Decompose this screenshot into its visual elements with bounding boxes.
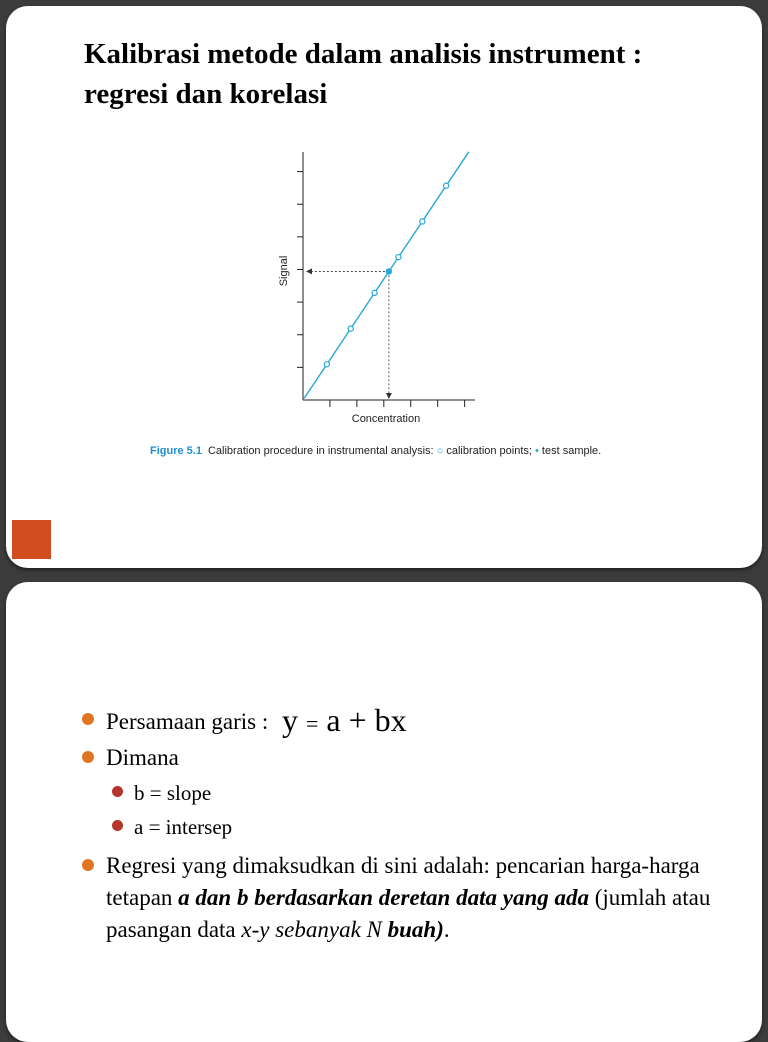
bullet-text: (jumlah atau pasangan data xyxy=(106,885,711,942)
accent-square xyxy=(12,520,51,559)
bullet-dimana xyxy=(82,742,732,774)
sub-bullet-text: b = slope xyxy=(134,781,212,805)
sub-bullet-intersep xyxy=(112,810,732,844)
calibration-point xyxy=(348,326,353,331)
bullet-dot-icon xyxy=(82,751,94,763)
calibration-point xyxy=(444,183,449,188)
calibration-point xyxy=(372,290,377,295)
bullet-regresi xyxy=(82,850,732,946)
eq-y: y xyxy=(281,702,298,738)
calibration-figure xyxy=(6,6,762,476)
arrow-left-icon xyxy=(306,268,312,274)
bullet-emphasis: buah) xyxy=(387,917,444,942)
bullet-text: Regresi yang dimaksudkan di sini adalah: pencarian harga-harga tetapan xyxy=(106,853,700,910)
x-axis-label: Concentration xyxy=(351,413,421,425)
sub-bullet-text: a = intersep xyxy=(134,815,233,839)
test-sample-symbol-icon: • xyxy=(535,445,539,457)
slide-1 xyxy=(6,6,762,568)
calibration-point xyxy=(324,362,329,367)
caption-test-text: test sample. xyxy=(538,445,602,457)
bullet-dot-icon xyxy=(82,859,94,871)
sub-bullet-dot-icon xyxy=(112,820,123,831)
bullet-colon: : xyxy=(261,709,269,734)
calibration-point xyxy=(396,255,401,260)
calibration-point xyxy=(420,219,425,224)
bullet-persamaan xyxy=(82,704,732,740)
sub-bullet-slope xyxy=(112,776,732,810)
eq-equals: = xyxy=(305,711,319,736)
caption-calib-text: calibration points; xyxy=(443,445,536,457)
chart-marks xyxy=(304,152,469,399)
eq-rest: a + bx xyxy=(326,702,407,738)
arrow-down-icon xyxy=(386,393,392,399)
sub-bullet-dot-icon xyxy=(112,786,123,797)
caption-text: Calibration procedure in instrumental analysis: xyxy=(207,445,437,457)
bullet-dot-icon xyxy=(82,713,94,725)
calibration-line xyxy=(304,152,469,398)
bullet-period: . xyxy=(443,917,450,942)
calibration-symbol-icon: ○ xyxy=(436,445,444,457)
caption-label: Figure 5.1 xyxy=(150,445,202,457)
bullet-italic: x-y sebanyak N xyxy=(241,917,382,942)
bullet-text: Dimana xyxy=(106,745,179,770)
slide-title: Kalibrasi metode dalam analisis instrument : regresi dan korelasi xyxy=(84,38,643,110)
equation xyxy=(282,702,407,738)
figure-caption xyxy=(150,445,601,457)
bullet-emphasis: a dan b berdasarkan deretan data yang ada xyxy=(178,885,589,910)
bullet-text: Persamaan garis xyxy=(106,709,257,734)
y-axis-label: Signal xyxy=(278,255,290,287)
slide-2 xyxy=(6,582,762,1042)
bullet-list xyxy=(82,704,732,948)
test-sample-point xyxy=(386,268,392,274)
